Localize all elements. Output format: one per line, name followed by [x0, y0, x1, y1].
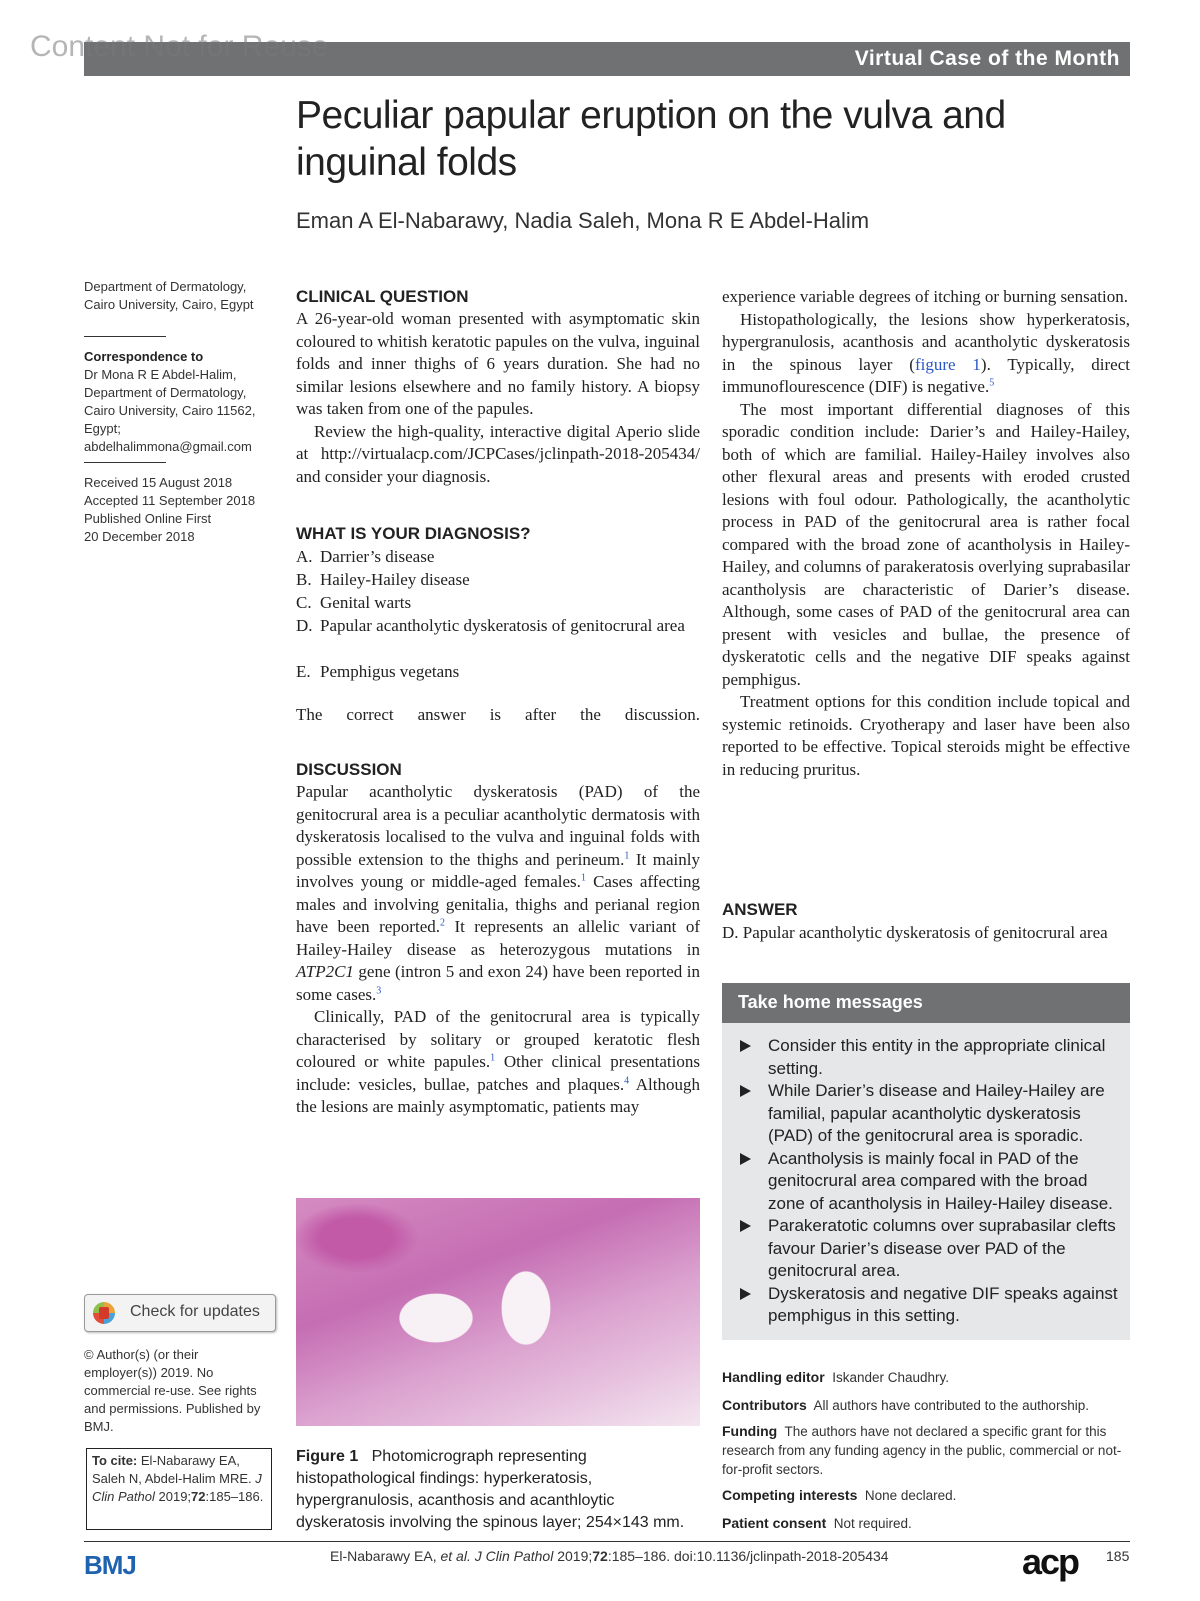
- option-a[interactable]: [296, 546, 434, 569]
- correspondence: [84, 348, 274, 456]
- contributors: [722, 1396, 1132, 1415]
- list-item: [738, 1148, 1118, 1216]
- published-date: 20 December 2018: [84, 529, 195, 544]
- answer-text: D. Papular acantholytic dyskeratosis of genitocrural area: [722, 923, 1108, 942]
- list-item: [738, 1215, 1118, 1283]
- cite-pages: :185–186.: [205, 1489, 264, 1504]
- bullet-arrow-icon: [740, 1085, 751, 1097]
- list-item-text: Consider this entity in the appropriate clinical setting.: [768, 1036, 1106, 1078]
- meta-label: Funding: [722, 1423, 778, 1439]
- text-run: 72: [592, 1548, 608, 1564]
- take-home-list: [738, 1035, 1118, 1328]
- section-label: Virtual Case of the Month: [854, 47, 1120, 70]
- cite-label: To cite:: [92, 1453, 138, 1468]
- citation-box: [86, 1448, 272, 1530]
- option-letter: E.: [296, 662, 311, 681]
- discussion-paragraph: [296, 781, 700, 1006]
- option-text: Hailey-Hailey disease: [320, 570, 470, 589]
- answer-note: The correct answer is after the discussion.: [296, 705, 700, 724]
- figure-caption-text: Photomicrograph representing histopathological findings: hyperkeratosis, hypergranulosis, acanthosis and acanthloytic dyskeratosis involving the spinous layer; 254×143 mm.: [296, 1448, 685, 1531]
- text-run: Other clinical presentations include: vesicles, bullae, patches and plaques.: [296, 1052, 700, 1094]
- discussion-heading: DISCUSSION: [296, 760, 402, 779]
- meta-label: Handling editor: [722, 1369, 825, 1385]
- bullet-arrow-icon: [740, 1040, 751, 1052]
- discussion-continued: [722, 286, 1130, 781]
- clinical-question-body: [296, 308, 700, 488]
- bullet-arrow-icon: [740, 1288, 751, 1300]
- accepted-date: Accepted 11 September 2018: [84, 493, 256, 508]
- cite-journal: J Clin Pathol: [92, 1471, 262, 1504]
- gene-name: ATP2C1: [296, 962, 354, 981]
- option-text: Genital warts: [320, 593, 412, 612]
- discussion-paragraph: [722, 309, 1130, 399]
- footer-divider: [84, 1541, 1130, 1542]
- copyright-notice: © Author(s) (or their employer(s)) 2019. No commercial re-use. See rights and permissions. Published by BMJ.: [84, 1347, 261, 1434]
- text-run: gene (intron 5 and exon 24) have been reported in some cases.: [296, 962, 700, 1004]
- discussion-paragraph: [296, 1006, 700, 1119]
- figure-caption: [296, 1446, 706, 1534]
- author-list: Eman A El-Nabarawy, Nadia Saleh, Mona R E Abdel-Halim: [296, 208, 870, 233]
- text-run: et al. J Clin Pathol: [440, 1548, 554, 1564]
- acp-logo: acp: [1022, 1541, 1079, 1582]
- correspondence-label: Correspondence to: [84, 349, 204, 364]
- text-run: Cases affecting males and involving genitalia, thighs and perianal region have been reported.: [296, 872, 700, 936]
- reference-link[interactable]: 5: [989, 377, 995, 389]
- list-item-text: Dyskeratosis and negative DIF speaks against pemphigus in this setting.: [768, 1283, 1118, 1325]
- option-letter: B.: [296, 570, 312, 589]
- reference-link[interactable]: 1: [624, 849, 630, 861]
- bullet-arrow-icon: [740, 1153, 751, 1165]
- meta-label: Contributors: [722, 1397, 807, 1413]
- article-title: Peculiar papular eruption on the vulva and inguinal folds: [296, 94, 1006, 184]
- cite-text: El-Nabarawy EA, Saleh N, Abdel-Halim MRE.: [92, 1453, 252, 1486]
- option-c[interactable]: [296, 592, 411, 615]
- take-home-header: [722, 983, 1130, 1023]
- reference-link[interactable]: 3: [376, 984, 382, 996]
- option-text: Papular acantholytic dyskeratosis of genitocrural area: [320, 616, 685, 635]
- text-run: 2019;: [553, 1548, 593, 1564]
- take-home-title: Take home messages: [738, 992, 923, 1012]
- meta-value: All authors have contributed to the authorship.: [813, 1398, 1089, 1413]
- text-run: Histopathologically, the lesions show hyperkeratosis, hypergranulosis, acanthosis and acantholytic dyskeratosis in the spinous layer (: [722, 309, 1130, 374]
- discussion-paragraph: experience variable degrees of itching or burning sensation.: [722, 287, 1128, 306]
- histology-figure-image: [296, 1198, 700, 1426]
- discussion-paragraph: Treatment options for this condition include topical and systemic retinoids. Cryotherapy and laser have been also reported to be effective. Topical steroids might be effective in reducing pruritus.: [722, 692, 1130, 779]
- reference-link[interactable]: 2: [440, 917, 445, 929]
- text-run: Papular acantholytic dyskeratosis (PAD) of the genitocrural area is a peculiar acantholytic dermatosis with dyskeratosis localised to the vulva and inguinal folds with possible extension to the thighs and perineum.: [296, 782, 700, 869]
- meta-label: Patient consent: [722, 1515, 827, 1531]
- list-item: [738, 1035, 1118, 1080]
- crossmark-icon: [93, 1302, 115, 1324]
- reference-link[interactable]: 1: [580, 872, 586, 884]
- list-item-text: Parakeratotic columns over suprabasilar clefts favour Darier’s disease over PAD of the genitocrural area.: [768, 1216, 1116, 1280]
- option-d[interactable]: [296, 615, 700, 638]
- cite-year: 2019;: [158, 1489, 192, 1504]
- watermark: Content Not for Reuse: [30, 30, 329, 63]
- discussion-body: [296, 781, 700, 1119]
- text-run: It represents an allelic variant of Hailey-Hailey disease as heterozygous mutations in: [296, 917, 700, 959]
- reference-link[interactable]: 1: [490, 1052, 496, 1064]
- clinical-question-text: A 26-year-old woman presented with asymptomatic skin coloured to whitish keratotic papules on the vulva, inguinal folds and inner thighs of 6 years duration. She had no similar lesions elsewhere and no family history. A biopsy was taken from one of the papules.: [296, 309, 700, 418]
- article-dates: [84, 474, 274, 546]
- text-run: It mainly involves young or middle-aged females.: [296, 849, 700, 891]
- list-item: [738, 1080, 1118, 1148]
- text-run: Clinically, PAD of the genitocrural area is typically characterised by solitary or grouped keratotic flesh coloured or white papules.: [296, 1007, 700, 1071]
- text-run: ). Typically, direct immunoflourescence (DIF) is negative.: [722, 354, 1130, 396]
- check-for-updates-button[interactable]: [84, 1294, 276, 1332]
- footer-citation: [330, 1548, 889, 1564]
- slide-link-text: Review the high-quality, interactive digital Aperio slide at http://virtualacp.com/JCPCases/jclinpath-2018-205434/ and consider your diagnosis.: [296, 421, 700, 486]
- bmj-logo: BMJ: [84, 1550, 136, 1580]
- meta-value: Not required.: [833, 1516, 912, 1531]
- check-updates-label: Check for updates: [130, 1303, 260, 1320]
- option-text: Pemphigus vegetans: [320, 662, 460, 681]
- clinical-question-heading: CLINICAL QUESTION: [296, 287, 469, 306]
- doi-link[interactable]: :185–186. doi:10.1136/jclinpath-2018-205434: [607, 1548, 889, 1564]
- handling-editor: [722, 1368, 1132, 1387]
- text-run: Although the lesions are mainly asymptomatic, patients may: [296, 1074, 700, 1116]
- option-letter: C.: [296, 593, 312, 612]
- competing-interests: [722, 1486, 1132, 1505]
- diagnosis-heading: WHAT IS YOUR DIAGNOSIS?: [296, 524, 531, 543]
- page-number: 185: [1106, 1548, 1130, 1564]
- published-label: Published Online First: [84, 511, 212, 526]
- bullet-arrow-icon: [740, 1220, 751, 1232]
- list-item-text: Acantholysis is mainly focal in PAD of the genitocrural area compared with the broad zone of acantholysis in Hailey-Hailey disease.: [768, 1148, 1113, 1213]
- reference-link[interactable]: 4: [624, 1074, 630, 1086]
- list-item: [738, 1283, 1118, 1328]
- divider: [84, 336, 166, 337]
- meta-label: Competing interests: [722, 1487, 858, 1503]
- answer-heading: ANSWER: [722, 900, 798, 919]
- discussion-paragraph: The most important differential diagnoses of this sporadic condition include: Darier’s and Hailey-Hailey, both of which are familial. Hailey-Hailey involves also other flexural areas and presents with eroded crusted lesions with foul odour. Pathologically, the acantholytic process in PAD of the genitocrural area is rather focal compared with the broad zone of acantholysis in Hailey-Hailey, and columns of parakeratosis overlying suprabasilar acantholysis are characteristic of Darier’s disease. Although, some cases of PAD of the genitocrural area can present with vesicles and bullae, the presence of dyskeratotic cells and the negative DIF speaks against pemphigus.: [722, 399, 1130, 689]
- text-run: El-Nabarawy EA,: [330, 1548, 441, 1564]
- divider: [84, 462, 166, 463]
- patient-consent: [722, 1514, 1132, 1533]
- meta-value: None declared.: [864, 1488, 957, 1503]
- figure-link[interactable]: figure 1: [914, 354, 981, 374]
- list-item-text: While Darier’s disease and Hailey-Hailey are familial, papular acantholytic dyskeratosis (PAD) of the genitocrural area is sporadic.: [768, 1081, 1105, 1145]
- meta-value: The authors have not declared a specific grant for this research from any funding agency in the public, commercial or not-for-profit sectors.: [722, 1424, 1122, 1477]
- cite-volume: 72: [191, 1489, 206, 1504]
- funding: [722, 1422, 1132, 1479]
- option-letter: D.: [296, 616, 313, 635]
- option-letter: A.: [296, 547, 313, 566]
- meta-value: Iskander Chaudhry.: [832, 1370, 950, 1385]
- option-e[interactable]: [296, 661, 459, 684]
- option-b[interactable]: [296, 569, 470, 592]
- option-text: Darrier’s disease: [320, 547, 435, 566]
- take-home-box: [722, 983, 1130, 1340]
- correspondence-text: Dr Mona R E Abdel-Halim, Department of Dermatology, Cairo University, Cairo 11562, Egypt; abdelhalimmona@gmail.com: [84, 367, 256, 454]
- affiliation: Department of Dermatology, Cairo University, Cairo, Egypt: [84, 279, 254, 312]
- received-date: Received 15 August 2018: [84, 475, 233, 490]
- figure-label: Figure 1: [296, 1448, 359, 1465]
